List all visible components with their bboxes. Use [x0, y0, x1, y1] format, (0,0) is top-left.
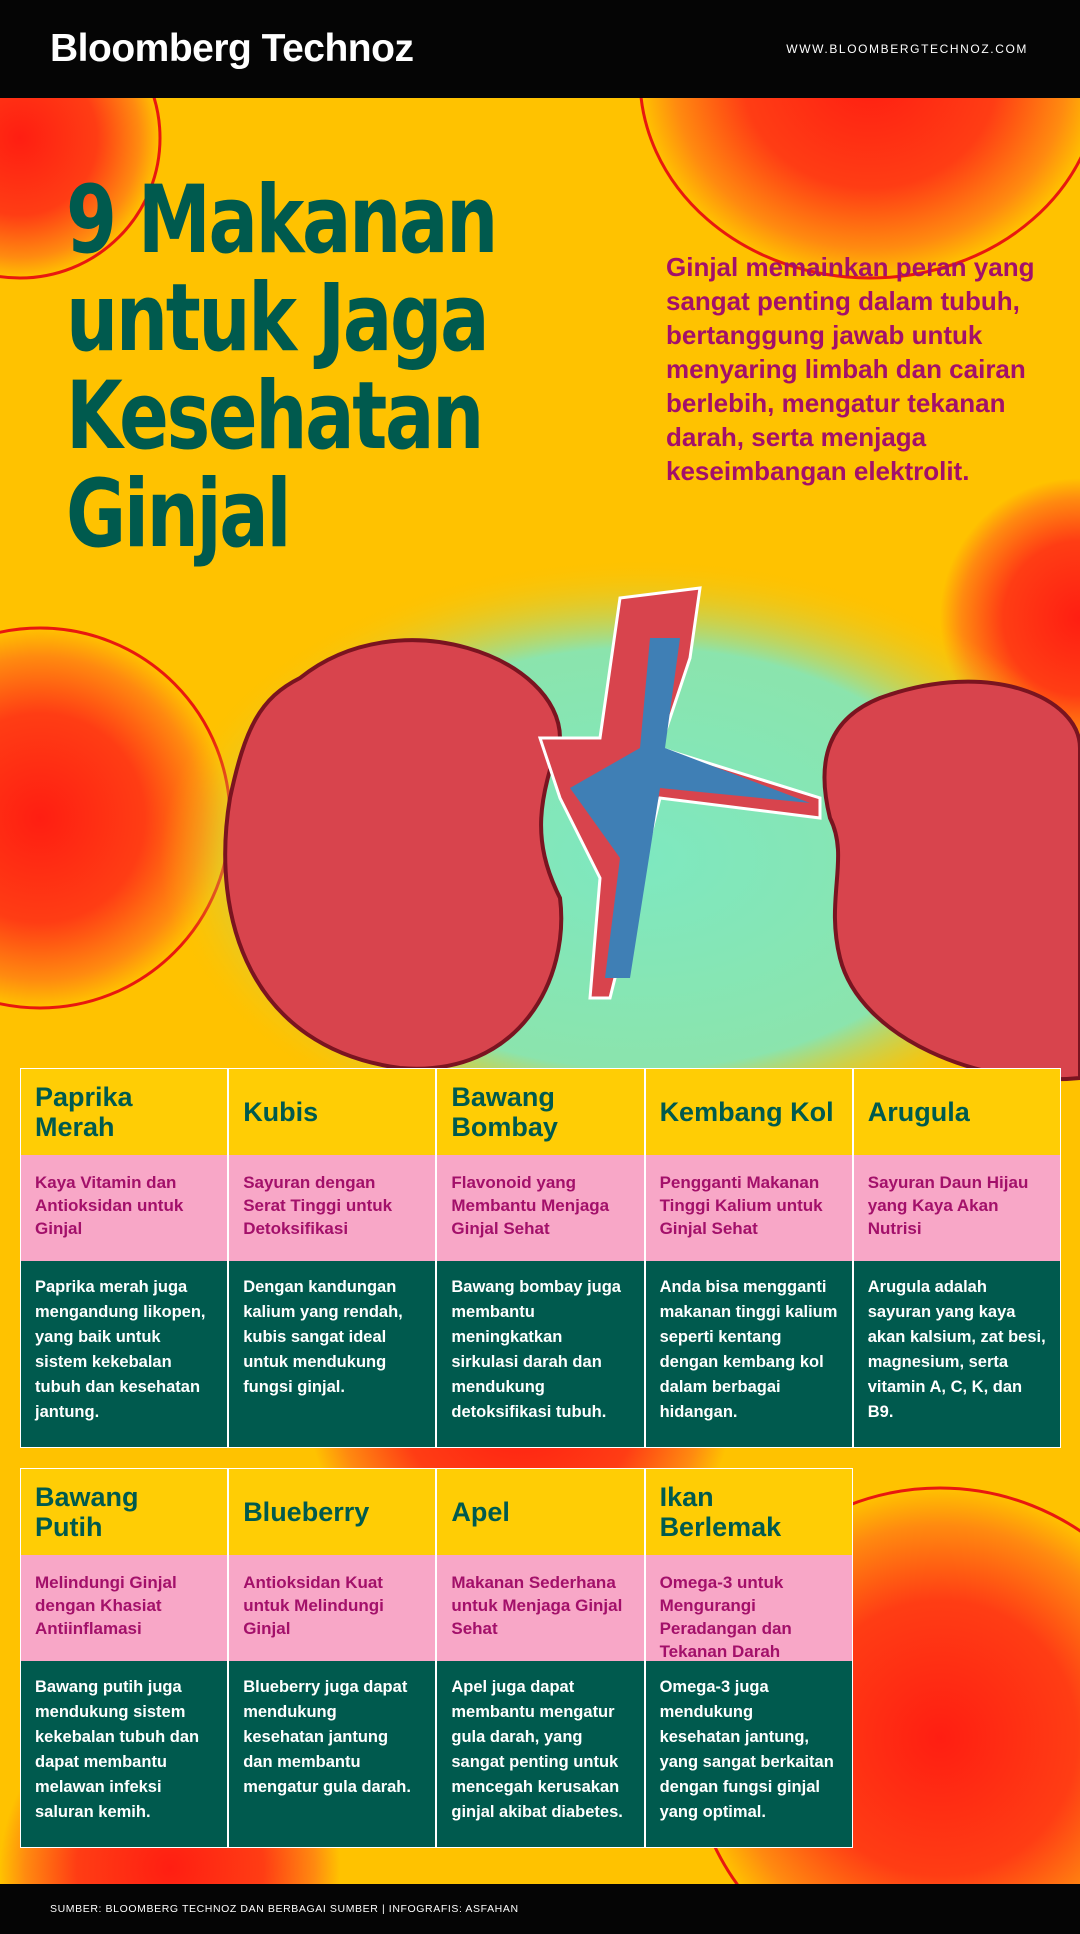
- title-line: Kesehatan: [66, 362, 482, 471]
- brand-logo: Bloomberg Technoz: [50, 27, 414, 70]
- food-description: Omega-3 juga mendukung kesehatan jantung, yang sangat berkaitan dengan fungsi ginjal yang optimal.: [646, 1661, 852, 1847]
- food-description: Bawang putih juga mendukung sistem kekebalan tubuh dan dapat membantu melawan infeksi saluran kemih.: [21, 1661, 227, 1847]
- food-name: Apel: [437, 1469, 643, 1555]
- food-grid-row-1: [20, 1068, 1061, 1448]
- food-description: Dengan kandungan kalium yang rendah, kubis sangat ideal untuk mendukung fungsi ginjal.: [229, 1261, 435, 1447]
- food-description: Blueberry juga dapat mendukung kesehatan jantung dan membantu mengatur gula darah.: [229, 1661, 435, 1847]
- food-card: [853, 1068, 1061, 1448]
- food-description: Arugula adalah sayuran yang kaya akan kalsium, zat besi, magnesium, serta vitamin A, C, K, dan B9.: [854, 1261, 1060, 1447]
- food-benefit: Melindungi Ginjal dengan Khasiat Antiinflamasi: [21, 1555, 227, 1661]
- food-benefit: Makanan Sederhana untuk Menjaga Ginjal Sehat: [437, 1555, 643, 1661]
- food-card: [436, 1468, 644, 1848]
- food-card: [20, 1468, 228, 1848]
- food-card: [436, 1068, 644, 1448]
- food-name: Bawang Bombay: [437, 1069, 643, 1155]
- food-benefit: Omega-3 untuk Mengurangi Peradangan dan Tekanan Darah: [646, 1555, 852, 1661]
- food-benefit: Pengganti Makanan Tinggi Kalium untuk Ginjal Sehat: [646, 1155, 852, 1261]
- food-name: Arugula: [854, 1069, 1060, 1155]
- food-name: Kembang Kol: [646, 1069, 852, 1155]
- food-card: [20, 1068, 228, 1448]
- page-title: [66, 166, 534, 569]
- intro-text: Ginjal memainkan peran yang sangat penting dalam tubuh, bertanggung jawab untuk menyaring limbah dan cairan berlebih, mengatur tekanan darah, serta menjaga keseimbangan elektrolit.: [666, 252, 1035, 486]
- food-card: [228, 1068, 436, 1448]
- food-name: Blueberry: [229, 1469, 435, 1555]
- food-benefit: Sayuran Daun Hijau yang Kaya Akan Nutrisi: [854, 1155, 1060, 1261]
- food-grid-row-2: [20, 1468, 1061, 1848]
- food-description: Bawang bombay juga membantu meningkatkan sirkulasi darah dan mendukung detoksifikasi tubuh.: [437, 1261, 643, 1447]
- footer-bar: [0, 1884, 1080, 1934]
- site-url: WWW.BLOOMBERGTECHNOZ.COM: [786, 42, 1028, 56]
- food-name: Ikan Berlemak: [646, 1469, 852, 1555]
- title-line: Ginjal: [66, 460, 290, 569]
- food-name: Kubis: [229, 1069, 435, 1155]
- title-line: 9 Makanan: [66, 166, 497, 275]
- source-credit: SUMBER: BLOOMBERG TECHNOZ DAN BERBAGAI SUMBER | INFOGRAFIS: ASFAHAN: [50, 1903, 519, 1915]
- food-benefit: Antioksidan Kuat untuk Melindungi Ginjal: [229, 1555, 435, 1661]
- food-benefit: Kaya Vitamin dan Antioksidan untuk Ginjal: [21, 1155, 227, 1261]
- food-description: Paprika merah juga mengandung likopen, yang baik untuk sistem kekebalan tubuh dan kesehatan jantung.: [21, 1261, 227, 1447]
- food-description: Anda bisa mengganti makanan tinggi kalium seperti kentang dengan kembang kol dalam berbagai hidangan.: [646, 1261, 852, 1447]
- food-description: Apel juga dapat membantu mengatur gula darah, yang sangat penting untuk mencegah kerusakan ginjal akibat diabetes.: [437, 1661, 643, 1847]
- title-line: untuk Jaga: [66, 264, 488, 373]
- food-card: [645, 1068, 853, 1448]
- food-benefit: Flavonoid yang Membantu Menjaga Ginjal Sehat: [437, 1155, 643, 1261]
- food-card: [228, 1468, 436, 1848]
- food-name: Paprika Merah: [21, 1069, 227, 1155]
- header-bar: [0, 0, 1080, 98]
- food-name: Bawang Putih: [21, 1469, 227, 1555]
- food-card: [645, 1468, 853, 1848]
- food-benefit: Sayuran dengan Serat Tinggi untuk Detoksifikasi: [229, 1155, 435, 1261]
